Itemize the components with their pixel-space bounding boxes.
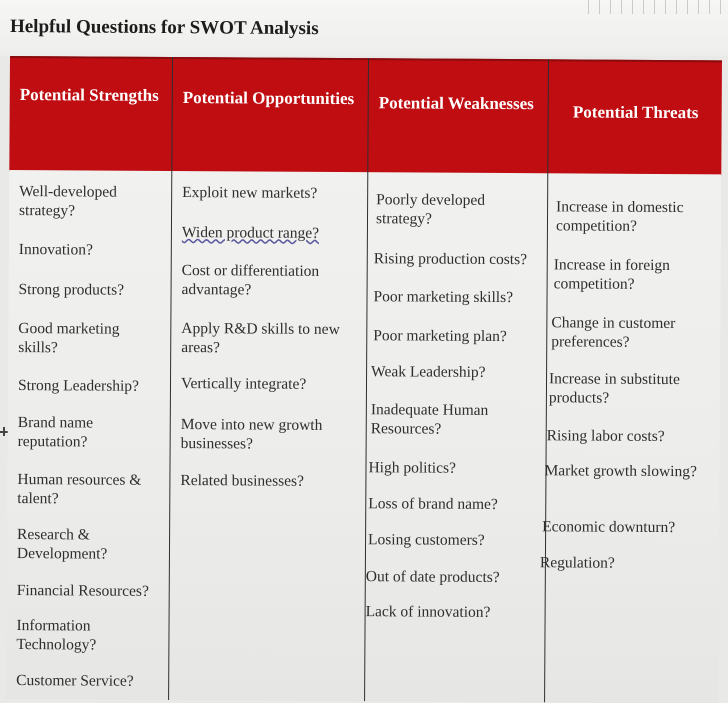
- column-heading-opportunities: Potential Opportunities: [182, 88, 355, 109]
- strength-item: Good marketing skills?: [18, 320, 120, 357]
- threat-item: Change in customer preferences?: [551, 314, 676, 351]
- strength-item: Innovation?: [18, 241, 93, 259]
- weakness-item: Loss of brand name?: [368, 495, 498, 513]
- swot-table: [6, 56, 722, 703]
- opportunity-item: Exploit new markets?: [182, 184, 318, 202]
- strength-item: Information Technology?: [16, 617, 97, 654]
- column-weaknesses: [364, 58, 549, 702]
- page-title: Helpful Questions for SWOT Analysis: [9, 16, 319, 40]
- weakness-item: Inadequate Human Resources?: [370, 401, 489, 438]
- threat-item: Increase in substitute products?: [548, 370, 680, 407]
- strength-item: Strong Leadership?: [17, 377, 139, 395]
- weakness-item: Lack of innovation?: [365, 603, 491, 621]
- strength-item: Financial Resources?: [16, 582, 149, 600]
- opportunity-item: Related businesses?: [180, 472, 305, 490]
- strength-item: Well-developed strategy?: [19, 183, 117, 220]
- opportunity-item: Move into new growth businesses?: [180, 416, 323, 453]
- threat-item: Increase in foreign competition?: [553, 256, 670, 293]
- threat-item: Regulation?: [539, 554, 615, 572]
- threat-item: Increase in domestic competition?: [555, 198, 684, 235]
- opportunity-item: Cost or differentiation advantage?: [181, 262, 320, 299]
- weakness-item: Weak Leadership?: [371, 363, 486, 381]
- weakness-item: Out of date products?: [365, 568, 500, 587]
- opportunity-item: [182, 223, 360, 243]
- threat-item: Rising labor costs?: [546, 427, 665, 446]
- column-strengths: [6, 56, 172, 700]
- column-heading-strengths: Potential Strengths: [19, 85, 159, 105]
- weakness-item: Poor marketing plan?: [373, 327, 507, 346]
- column-heading-weaknesses: Potential Weaknesses: [378, 93, 534, 114]
- column-threats: [539, 59, 723, 703]
- weakness-item: Poorly developed strategy?: [375, 191, 486, 228]
- strength-item: Brand name reputation?: [17, 414, 94, 451]
- opportunity-item: Vertically integrate?: [180, 375, 307, 393]
- strength-item: Strong products?: [18, 281, 125, 299]
- weakness-item: Losing customers?: [368, 531, 485, 549]
- weakness-item: Rising production costs?: [373, 250, 528, 269]
- ruler: [578, 0, 728, 14]
- weakness-item: High politics?: [368, 459, 456, 477]
- column-opportunities: [168, 57, 369, 701]
- strength-item: Human resources & talent?: [17, 471, 142, 508]
- threat-item: Economic downturn?: [542, 518, 676, 537]
- strength-item: Research & Development?: [16, 526, 108, 563]
- column-heading-threats: Potential Threats: [572, 102, 699, 123]
- weakness-item: Poor marketing skills?: [373, 288, 514, 307]
- opportunity-item: Apply R&D skills to new areas?: [181, 320, 340, 357]
- strength-item: Customer Service?: [16, 672, 134, 690]
- document-page-top: [0, 0, 728, 56]
- opportunity-item-text: Widen product range?: [181, 224, 320, 242]
- threat-item: Market growth slowing?: [544, 462, 697, 481]
